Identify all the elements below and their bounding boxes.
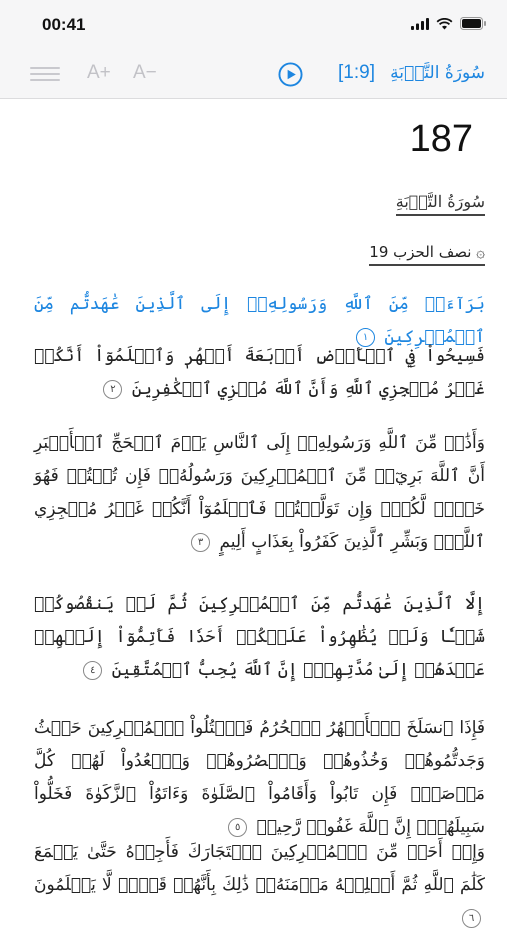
verse-4[interactable] xyxy=(34,588,485,687)
verse-text: وَإِنۡ أَحَدٞ مِّنَ ٱلۡمُشۡرِكِينَ ٱسۡتَجَارَكَ فَأَجِرۡهُ حَتَّىٰ يَسۡمَعَ كَلَٰمَ ٱللَّهِ ثُمَّ أَبۡلِغۡهُ مَأۡمَنَهُۥۚ ذَٰلِكَ بِأَنَّهُمۡ قَوۡمٞ لَّا يَعۡلَمُونَ xyxy=(34,842,485,895)
verse-2[interactable] xyxy=(34,340,485,406)
ayah-number: ٤ xyxy=(83,661,102,680)
verse-text: فَإِذَا ٱنسَلَخَ ٱلۡأَشۡهُرُ ٱلۡحُرُمُ فَٱقۡتُلُواْ ٱلۡمُشۡرِكِينَ حَيۡثُ وَجَدتُّمُوهُمۡ وَخُذُوهُمۡ وَٱحۡصُرُوهُمۡ وَٱقۡعُدُواْ لَهُمۡ كُلَّ مَرۡصَدٖۚ فَإِن تَابُواْ وَأَقَامُواْ ٱلصَّلَوٰةَ وَءَاتَوُاْ ٱلزَّكَوٰةَ فَخَلُّواْ سَبِيلَهُمۡۚ إِنَّ ٱللَّهَ غَفُورٞ رَّحِيمٞ xyxy=(34,718,485,837)
verse-reference[interactable]: [1:9] xyxy=(338,62,375,83)
status-bar xyxy=(0,0,507,50)
battery-icon xyxy=(460,17,487,30)
toolbar xyxy=(0,50,507,99)
verse-text: فَسِيحُواْ فِي ٱلۡأَرۡضِ أَرۡبَعَةَ أَشۡهُرٖ وَٱعۡلَمُوٓاْ أَنَّكُمۡ غَيۡرُ مُعۡجِزِي ٱللَّهِ وَأَنَّ ٱللَّهَ مُخۡزِي ٱلۡكَٰفِرِينَ xyxy=(34,346,485,399)
ayah-number: ١ xyxy=(356,328,375,347)
font-increase-button[interactable]: A+ xyxy=(87,62,111,83)
font-decrease-button[interactable]: A− xyxy=(133,62,157,83)
status-time: 00:41 xyxy=(42,15,86,34)
verse-3[interactable] xyxy=(34,427,485,559)
surah-title: سُورَةُ التَّوۡبَةِ xyxy=(396,192,485,216)
page-number: 187 xyxy=(409,118,473,160)
signal-icon xyxy=(411,18,429,30)
ayah-number: ٥ xyxy=(228,818,247,837)
wifi-icon xyxy=(436,18,453,30)
verse-text: بَرَآءَةٞ مِّنَ ٱللَّهِ وَرَسُولِهِۦٓ إِلَى ٱلَّذِينَ عَٰهَدتُّم مِّنَ ٱلۡمُشۡرِكِينَ xyxy=(34,294,485,347)
play-icon[interactable] xyxy=(278,62,303,87)
verse-5[interactable] xyxy=(34,712,485,844)
verse-text: إِلَّا ٱلَّذِينَ عَٰهَدتُّم مِّنَ ٱلۡمُشۡرِكِينَ ثُمَّ لَمۡ يَنقُصُوكُمۡ شَيۡـٔٗا وَلَمۡ يُظَٰهِرُواْ عَلَيۡكُمۡ أَحَدٗا فَأَتِمُّوٓاْ إِلَيۡهِمۡ عَهۡدَهُمۡ إِلَىٰ مُدَّتِهِمۡۚ إِنَّ ٱللَّهَ يُحِبُّ ٱلۡمُتَّقِينَ xyxy=(34,594,485,680)
ayah-number: ٢ xyxy=(103,380,122,399)
verse-text: وَأَذَٰنٞ مِّنَ ٱللَّهِ وَرَسُولِهِۦٓ إِلَى ٱلنَّاسِ يَوۡمَ ٱلۡحَجِّ ٱلۡأَكۡبَرِ أَنَّ ٱللَّهَ بَرِيٓءٞ مِّنَ ٱلۡمُشۡرِكِينَ وَرَسُولُهُۥۚ فَإِن تُبۡتُمۡ فَهُوَ خَيۡرٞ لَّكُمۡۖ وَإِن تَوَلَّيۡتُمۡ فَٱعۡلَمُوٓاْ أَنَّكُمۡ غَيۡرُ مُعۡجِزِي ٱللَّهِۗ وَبَشِّرِ ٱلَّذِينَ كَفَرُواْ بِعَذَابٍ أَلِيمٍ xyxy=(34,433,485,552)
hizb-marker: ۞ نصف الحزب 19 xyxy=(369,243,485,266)
surah-name-button[interactable]: سُورَةُ التَّوۡبَةِ xyxy=(390,63,485,83)
ayah-number: ٦ xyxy=(462,909,481,928)
ayah-number: ٣ xyxy=(191,533,210,552)
verse-6[interactable] xyxy=(34,836,485,935)
menu-icon[interactable] xyxy=(30,67,60,81)
status-icons xyxy=(411,17,487,30)
